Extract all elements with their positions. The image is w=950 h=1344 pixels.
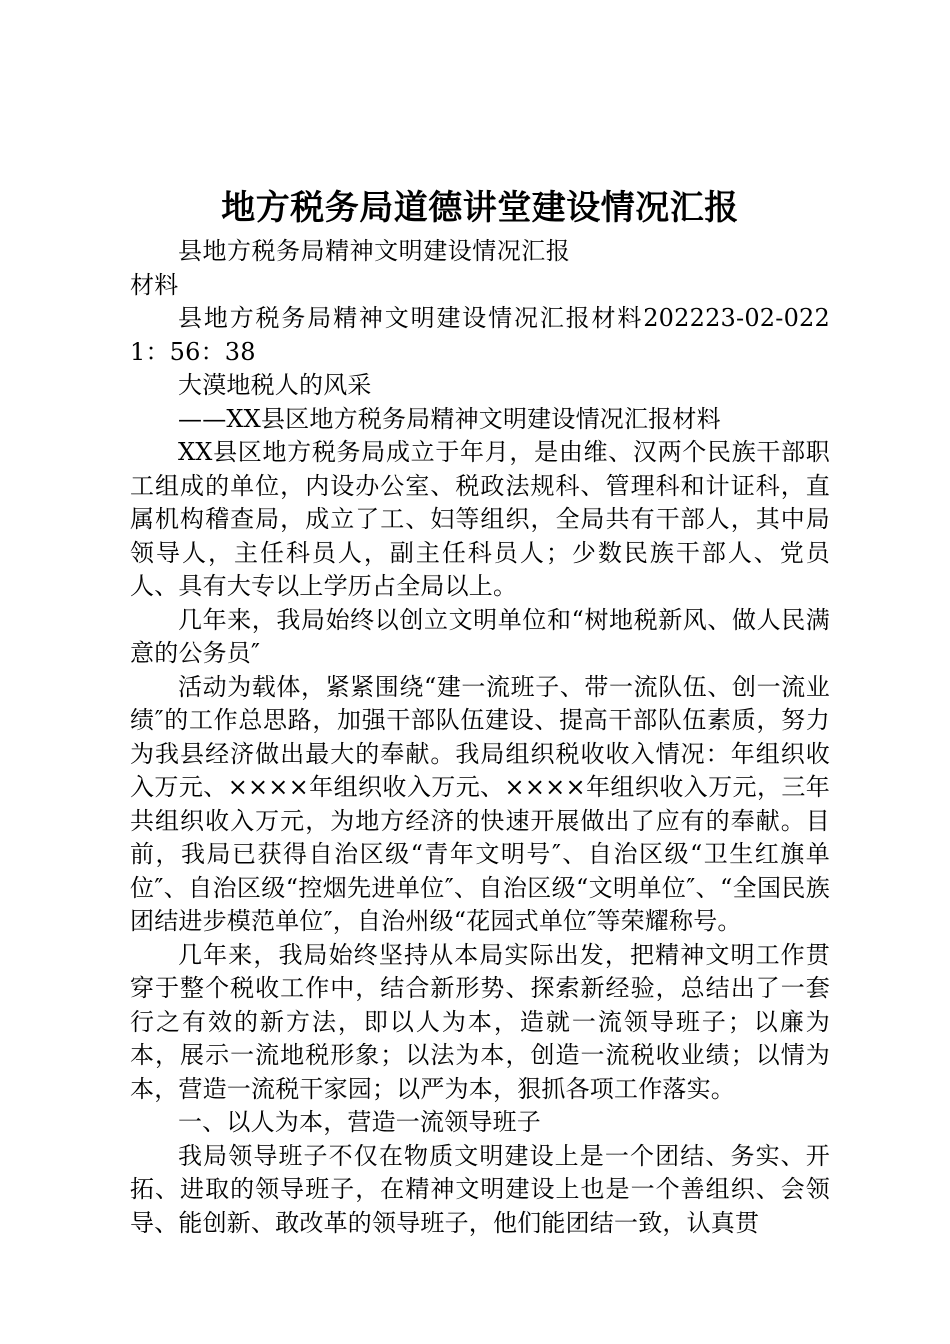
paragraph-activity-lead: 几年来，我局始终以创立文明单位和“树地税新风、做人民满意的公务员″ [130,605,830,667]
document-title: 地方税务局道德讲堂建设情况汇报 [221,188,739,228]
paragraph-heading-timestamp: 县地方税务局精神文明建设情况汇报材料202223-02-0221：56：38 [130,304,830,366]
section-heading-1: 一、以人为本，营造一流领导班子 [178,1108,541,1136]
paragraph-leadership: 我局领导班子不仅在物质文明建设上是一个团结、务实、开拓、进取的领导班子，在精神文明建设上也是一个善组织、会领导、能创新、敢改革的领导班子，他们能团结一致，认真贯 [130,1141,830,1237]
document-page [130,185,830,1240]
paragraph-methods: 几年来，我局始终坚持从本局实际出发，把精神文明工作贯穿于整个税收工作中，结合新形势、探索新经验，总结出了一套行之有效的新方法，即以人为本，造就一流领导班子；以廉为本，展示一流地税形象；以法为本，创造一流税收业绩；以情为本，营造一流税干家园；以严为本，狠抓各项工作落实。 [130,940,830,1103]
paragraph-intro: XX县区地方税务局成立于年月，是由维、汉两个民族干部职工组成的单位，内设办公室、税政法规科、管理科和计证科，直属机构稽查局，成立了工、妇等组织，全局共有干部人，其中局领导人，主任科员人，副主任科员人；少数民族干部人、党员人、具有大专以上学历占全局以上。 [130,438,830,600]
paragraph-subtitle: 县地方税务局精神文明建设情况汇报材料 [130,237,570,299]
paragraph-activity-body: 活动为载体，紧紧围绕“建一流班子、带一流队伍、创一流业绩″的工作总思路，加强干部队伍建设、提高干部队伍素质，努力为我县经济做出最大的奉献。我局组织税收收入情况：年组织收入万元、××××年组织收入万元、××××年组织收入万元，三年共组织收入万元，为地方经济的快速开展做出了应有的奉献。目前，我局已获得自治区级“青年文明号″、自治区级“卫生红旗单位″、自治区级“控烟先进单位″、自治区级“文明单位″、“全国民族团结进步模范单位″，自治州级“花园式单位″等荣耀称号。 [130,672,830,935]
paragraph-subheading: ——XX县区地方税务局精神文明建设情况汇报材料 [178,404,721,433]
paragraph-tagline: 大漠地税人的风采 [178,371,372,399]
